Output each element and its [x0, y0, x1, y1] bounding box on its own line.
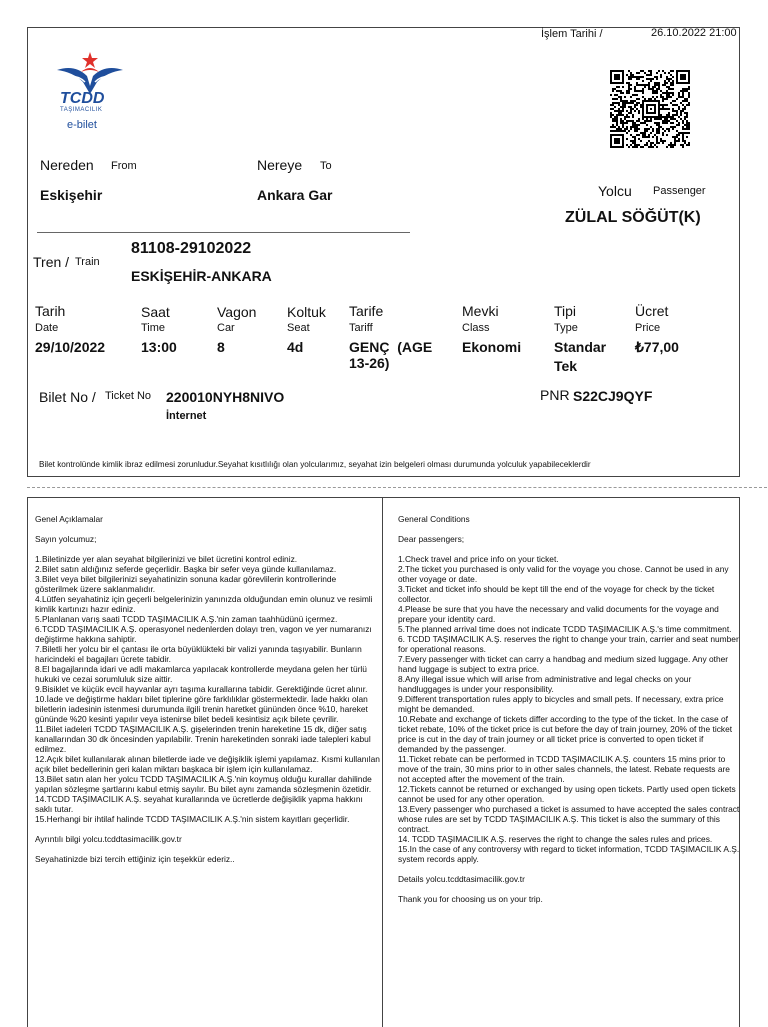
price-label: Ücret: [635, 303, 669, 319]
passenger-label-en: Passenger: [653, 185, 706, 197]
ticket-no-label: Bilet No /: [39, 389, 96, 405]
conditions-divider: [382, 497, 383, 1027]
conditions-tr-item: 14.TCDD TAŞIMACILIK A.Ş. seyahat kurallarında ve ücretlerde değişiklik yapma hakkını saklı tutar.: [35, 794, 363, 814]
issue-date-value: 26.10.2022 21:00: [651, 27, 737, 39]
conditions-tr-item: 11.Bilet iadeleri TCDD TAŞIMACILIK A.Ş. gişelerinden trenin hareketine 15 dk, diğer satış kanallarından 30 dk öncesinden yapılabilir. Trenin hareketinden sonraki iade talepleri kabul edilmez.: [35, 724, 371, 754]
conditions-tr-item: 4.Lütfen seyahatiniz için geçerli belgelerinizin yanınızda olduğundan emin olunuz ve resimli kimlik kartınızı hazır ediniz.: [35, 594, 373, 614]
conditions-en-item: 14. TCDD TAŞIMACILIK A.Ş. reserves the right to change the sales rules and prices.: [398, 834, 713, 844]
type-label-en: Type: [554, 322, 578, 334]
conditions-en-item: 13.Every passenger who purchased a ticket is assumed to have accepted the sales contract whose rules are set by TCDD TAŞIMACILIK A.Ş. This ticket is also the summary of this contract.: [398, 804, 740, 834]
date-value: 29/10/2022: [35, 339, 106, 355]
car-value: 8: [217, 339, 225, 355]
conditions-en-item: 6. TCDD TAŞIMACILIK A.Ş. reserves the right to change your train, carrier and seat number for operational reasons.: [398, 634, 739, 654]
car-label: Vagon: [217, 304, 257, 320]
conditions-en-greeting: Dear passengers;: [398, 534, 465, 544]
conditions-en-item: 5.The planned arrival time does not indicate TCDD TAŞIMACILIK A.Ş.'s time commitment.: [398, 624, 732, 634]
conditions-tr-item: 13.Bilet satın alan her yolcu TCDD TAŞIMACILIK A.Ş.'nin koymuş olduğu kurallar dahilinde yapılan sözleşme şartlarını kabul etmiş sayılır. Bu bilet aynı zamanda sözleşmenin özetidir.: [35, 774, 372, 794]
conditions-tr-item: 12.Açık bilet kullanılarak alınan biletlerde iade ve değişiklik işlemi yapılamaz. Kısmi kullanılan açık bilet bedellerinin geri kalan miktarı başkaca bir işlem için kullanılamaz.: [35, 754, 380, 774]
conditions-en-item: 3.Ticket and ticket info should be kept till the end of the voyage for check by the ticket collector.: [398, 584, 715, 604]
divider-line: [37, 232, 410, 233]
ticket-number: 220010NYH8NIVO: [166, 389, 285, 405]
type-label: Tipi: [554, 303, 577, 319]
ebilet-label: e-bilet: [67, 119, 97, 131]
brand-name: TCDD: [60, 90, 105, 107]
time-label-en: Time: [141, 322, 166, 334]
to-value: Ankara Gar: [257, 187, 333, 203]
conditions-tr-item: 2.Bilet satın aldığınız seferde geçerlidir. Başka bir sefer veya günde kullanılamaz.: [35, 564, 337, 574]
conditions-tr-item: 10.İade ve değiştirme hakları bilet tiplerine göre farklılıklar göstermektedir. İade hakkı olan biletlerin iadesinin istenmesi durumunda ilgili trenin haretket gününden önce %10, hareket gününde %20 kesinti yapılır veya istenirse bilet bedeli kesintisiz açık bilete çevrilir.: [35, 694, 368, 724]
conditions-en-item: 4.Please be sure that you have the necessary and valid documents for the voyage and prepare your identity card.: [398, 604, 719, 624]
conditions-tr-item: 6.TCDD TAŞIMACILIK A.Ş. operasyonel nedenlerden dolayı tren, vagon ve yer numaranızı değiştirme hakkına sahiptir.: [35, 624, 372, 644]
brand-sub: TAŞIMACILIK: [60, 107, 103, 113]
from-value: Eskişehir: [40, 187, 103, 203]
passenger-label: Yolcu: [598, 183, 632, 199]
date-label-en: Date: [35, 322, 59, 334]
class-value: Ekonomi: [462, 339, 522, 355]
conditions-tr: [35, 514, 380, 864]
conditions-tr-item: 15.Herhangi bir ihtilaf halinde TCDD TAŞIMACILIK A.Ş.'nin sistem kayıtları geçerlidir.: [35, 814, 350, 824]
conditions-en-details: Details yolcu.tcddtasimacilik.gov.tr: [398, 874, 525, 884]
conditions-tr-greeting: Sayın yolcumuz;: [35, 534, 97, 544]
conditions-tr-item: 5.Planlanan varış saati TCDD TAŞIMACILIK A.Ş.'nin zaman taahhüdünü içermez.: [35, 614, 338, 624]
conditions-en-item: 1.Check travel and price info on your ticket.: [398, 554, 559, 564]
seat-label-en: Seat: [287, 322, 310, 334]
tariff-label-en: Tariff: [349, 322, 373, 334]
train-label: Tren /: [33, 254, 70, 270]
type-value-line2: Tek: [554, 358, 578, 374]
from-label: Nereden: [40, 157, 94, 173]
price-value: ₺77,00: [635, 339, 679, 355]
conditions-tr-details: Ayrıntılı bilgi yolcu.tcddtasimacilik.gov.tr: [35, 834, 182, 844]
conditions-en-thanks: Thank you for choosing us on your trip.: [398, 894, 543, 904]
conditions-en-item: 9.Different transportation rules apply to bicycles and small pets. If necessary, extra price might be demanded.: [398, 694, 724, 714]
notice-text: Bilet kontrolünde kimlik ibraz edilmesi zorunludur.Seyahat kısıtlılığı olan yolcularımız, seyahat izin belgeleri olması durumunda yolculuk yapabileceklerdir: [39, 460, 591, 469]
price-label-en: Price: [635, 322, 661, 334]
train-route: ESKİŞEHİR-ANKARA: [131, 268, 272, 284]
time-value: 13:00: [141, 339, 177, 355]
to-label: Nereye: [257, 157, 303, 173]
tear-line: [27, 487, 767, 488]
ticket-channel: İnternet: [166, 410, 207, 422]
conditions-tr-title: Genel Açıklamalar: [35, 514, 103, 524]
time-label: Saat: [141, 304, 170, 320]
car-label-en: Car: [217, 322, 235, 334]
tariff-label: Tarife: [349, 303, 384, 319]
date-label: Tarih: [35, 303, 66, 319]
qr-code-icon: [610, 70, 690, 148]
class-label: Mevki: [462, 303, 499, 319]
conditions-en-item: 10.Rebate and exchange of tickets differ according to the type of the ticket. In the case of ticket rebate, 10% of the ticket price is cut before the day of train journey, 20% of the ticket price is cut in the day of train journey or all ticket price is converted to open ticket if demanded by the passenger.: [398, 714, 733, 754]
conditions-en-item: 11.Ticket rebate can be performed in TCDD TAŞIMACILIK A.Ş. counters 15 mins prior to move of the train, 30 mins prior to in other sales channels, the latest. Rebate requests are not accepted after the movement of the train.: [398, 754, 730, 784]
conditions-tr-item: 1.Biletinizde yer alan seyahat bilgilerinizi ve bilet ücretini kontrol ediniz.: [35, 554, 298, 564]
conditions-en-item: 8.Any illegal issue which will arise from administrative and legal checks on your handluggages is under your responsibility.: [398, 674, 692, 694]
pnr-value: S22CJ9QYF: [573, 388, 653, 404]
conditions-en-item: 15.In the case of any controversy with regard to ticket information, TCDD TAŞIMACILIK A.Ş. system records apply.: [398, 844, 740, 864]
from-label-en: From: [111, 160, 137, 172]
class-label-en: Class: [462, 322, 490, 334]
issue-date-label: İşlem Tarihi /: [541, 28, 603, 40]
conditions-en-item: 7.Every passenger with ticket can carry a handbag and medium sized luggage. Any other hand luggage is subject to extra price.: [398, 654, 729, 674]
conditions-tr-item: 9.Bisiklet ve küçük evcil hayvanlar ayrı taşıma kurallarına tabidir. Gerektiğinde ücret alınır.: [35, 684, 368, 694]
conditions-tr-thanks: Seyahatinizde bizi tercih ettiğiniz için teşekkür ederiz..: [35, 854, 235, 864]
conditions-en-item: 2.The ticket you purchased is only valid for the voyage you chose. Cannot be used in any other voyage or date.: [398, 564, 729, 584]
conditions-tr-item: 3.Bilet veya bilet bilgilerinizi seyahatinizin sonuna kadar görevlilerin kontrollerinde gösterilmek üzere saklanmalıdır.: [35, 574, 337, 594]
ticket-no-label-en: Ticket No: [105, 390, 152, 402]
conditions-tr-item: 7.Biletli her yolcu bir el çantası ile orta büyüklükteki bir valizi yanında taşıyabilir. Bunların haricindeki el bagajları ücrete tabidir.: [35, 644, 362, 664]
conditions-en-title: General Conditions: [398, 514, 470, 524]
type-value: Standar: [554, 339, 607, 355]
tariff-value-line2: 13-26): [349, 355, 390, 371]
passenger-name: ZÜLAL SÖĞÜT(K): [565, 209, 701, 226]
conditions-en: [398, 514, 743, 904]
tariff-value: GENÇ (AGE: [349, 339, 433, 355]
to-label-en: To: [320, 160, 332, 172]
seat-value: 4d: [287, 339, 304, 355]
conditions-en-item: 12.Tickets cannot be returned or exchanged by using open tickets. Partly used open tickets cannot be used for any other operation.: [398, 784, 736, 804]
conditions-tr-item: 8.El bagajlarında idari ve adli makamlarca yapılacak kontrollerde meydana gelen her türlü hukuki ve cezai sorumluluk size aittir.: [35, 664, 367, 684]
seat-label: Koltuk: [287, 304, 326, 320]
train-label-en: Train: [75, 256, 100, 268]
pnr-label: PNR: [540, 387, 570, 403]
train-number: 81108-29102022: [131, 240, 252, 257]
